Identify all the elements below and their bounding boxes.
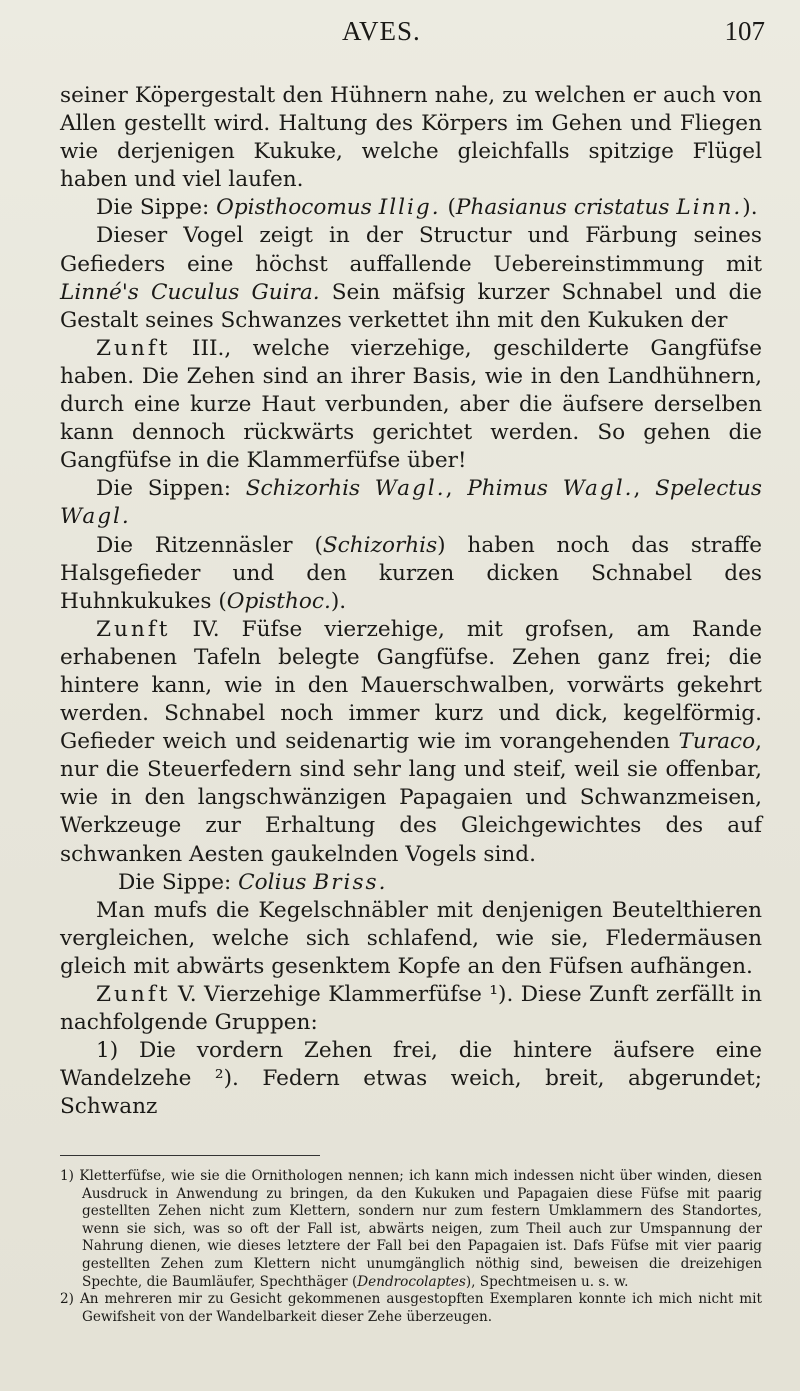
footnote-divider xyxy=(60,1155,320,1156)
text-run: Man mufs die Kegelschnäbler mit denjenigen Beutelthieren vergleichen, welche sich schlafend, wie sie, Fledermäusen gleich mit abwärts gesenktem Kopfe an den Füfsen aufhängen. xyxy=(60,897,762,979)
text-run: ) haben noch das straffe Halsgefieder und den kurzen dicken Schnabel des Huhnkukukes ( xyxy=(60,532,762,614)
italic-text: Schizorhis xyxy=(245,476,361,502)
paragraph xyxy=(60,981,762,1037)
text-run: ), Spechtmeisen u. s. w. xyxy=(465,1273,629,1290)
paragraph xyxy=(60,869,762,897)
italic-text: Opisthocomus xyxy=(216,195,372,221)
paragraph xyxy=(60,194,762,222)
text-run: , nur die Steuerfedern sind sehr lang und steif, weil sie offenbar, wie in den langschwänzigen Papagaien und Schwanzmeisen, Werkzeuge zur Erhaltung des Gleichgewichtes des auf schwanken Aesten gaukelnden Vogels sind. xyxy=(60,729,762,867)
text-run: Die Sippe: xyxy=(96,195,217,221)
author-abbrev: Wagl. xyxy=(60,504,131,530)
text-run: ( xyxy=(440,195,456,221)
running-head xyxy=(0,10,800,50)
spaced-text: Zunft xyxy=(96,335,171,361)
text-run: ). xyxy=(742,195,758,221)
text-run: IV. Füfse vierzehige, mit grofsen, am Rande erhabenen Tafeln belegte Gangfüfse. Zehen ganz frei; die hintere kann, wie in den Mauerschwalben, vorwärts gekehrt werden. Schnabel noch immer kurz und dick, kegelförmig. Gefieder weich und seidenartig wie im vorangehenden xyxy=(60,616,762,755)
italic-text: Phimus xyxy=(467,476,548,502)
italic-text: Colius xyxy=(238,869,307,895)
spaced-text: Zunft xyxy=(96,982,171,1007)
text-run: ). xyxy=(330,588,347,614)
paragraph xyxy=(60,335,762,475)
text-run: , xyxy=(445,476,468,502)
text-run xyxy=(548,476,563,501)
paragraph xyxy=(60,1037,762,1121)
author-abbrev: Briss. xyxy=(313,869,388,895)
text-run xyxy=(372,195,379,220)
paragraph xyxy=(60,532,762,616)
text-run: Die Sippen: xyxy=(96,476,246,502)
italic-text: Turaco xyxy=(678,729,756,755)
italic-text: Opisthoc. xyxy=(226,588,331,614)
italic-text: Dendrocolaptes xyxy=(357,1273,466,1290)
text-run: 2) An mehreren mir zu Gesicht gekommenen ausgestopften Exemplaren konnte ich mich nicht mit Gewifsheit von der Wandelbarkeit dieser Zehe überzeugen. xyxy=(60,1291,762,1325)
page-number: 107 xyxy=(724,16,765,46)
italic-text: Spelectus xyxy=(655,476,762,502)
author-abbrev: Illig. xyxy=(378,195,441,221)
paragraph xyxy=(60,475,762,531)
text-run xyxy=(360,476,375,501)
author-abbrev: Wagl. xyxy=(562,476,634,502)
italic-text: Schizorhis xyxy=(322,532,438,558)
text-run: III., welche vierzehige, geschilderte Gangfüfse haben. Die Zehen sind an ihrer Basis, wie in den Landhühnern, durch eine kurze Haut verbunden, aber die äufsere derselben kann dennoch rückwärts gerichtet werden. So gehen die Gangfüfse in die Klammerfüfse über! xyxy=(60,335,762,474)
running-title: AVES. xyxy=(342,16,421,46)
text-run: 1) Kletterfüfse, wie sie die Ornithologen nennen; ich kann mich indessen nicht über winden, diesen Ausdruck in Anwendung zu bringen, da den Kukuken und Papagaien diese Füfse mit paarig gestellten Zehen nicht zum Klettern, sondern nur zum festern Umklammern des Standortes, wenn sie sich, was so oft der Fall ist, abwärts neigen, zum Theil auch zur Umspannung der Nahrung dienen, wie dieses letztere der Fall bei den Papagaien ist. Dafs Füfse mit vier paarig gestellten Zehen zum Klettern nicht unumgänglich nöthig sind, beweisen die dreizehigen Spechte, die Baumläufer, Spechthäger ( xyxy=(60,1168,762,1290)
text-run: Sein mäfsig kurzer Schnabel und die Gestalt seines Schwanzes verkettet ihn mit den Kukuken der xyxy=(60,279,762,333)
text-run: V. Vierzehige Klammerfüfse ¹). Diese Zunft zerfällt in nachfolgende Gruppen: xyxy=(60,982,762,1036)
paragraph xyxy=(60,82,762,194)
footnotes xyxy=(60,1168,762,1326)
paragraph xyxy=(60,897,762,981)
text-run: Die Ritzennäsler ( xyxy=(96,532,323,558)
author-abbrev: Linn. xyxy=(676,195,743,221)
text-run: 1) Die vordern Zehen frei, die hintere äufsere eine Wandelzehe ²). Federn etwas weich, breit, abgerundet; Schwanz xyxy=(60,1038,762,1120)
author-abbrev: Wagl. xyxy=(374,476,446,502)
footnote xyxy=(60,1291,762,1326)
paragraph xyxy=(60,222,762,334)
paragraph xyxy=(60,616,762,869)
spaced-text: Zunft xyxy=(96,616,171,642)
text-run: Dieser Vogel zeigt in der Structur und Färbung seines Gefieders eine höchst auffallende Uebereinstimmung mit xyxy=(60,223,762,277)
main-text xyxy=(60,82,762,1121)
footnote xyxy=(60,1168,762,1291)
text-run: seiner Köpergestalt den Hühnern nahe, zu welchen er auch von Allen gestellt wird. Haltung des Körpers im Gehen und Fliegen wie derjenigen Kukuke, welche gleichfalls spitzige Flügel haben und viel laufen. xyxy=(60,83,762,193)
italic-text: Linné's Cuculus Guira. xyxy=(60,279,320,305)
text-run: , xyxy=(633,476,656,502)
text-run: Die Sippe: xyxy=(118,869,239,895)
italic-text: Phasianus cristatus xyxy=(455,195,670,221)
